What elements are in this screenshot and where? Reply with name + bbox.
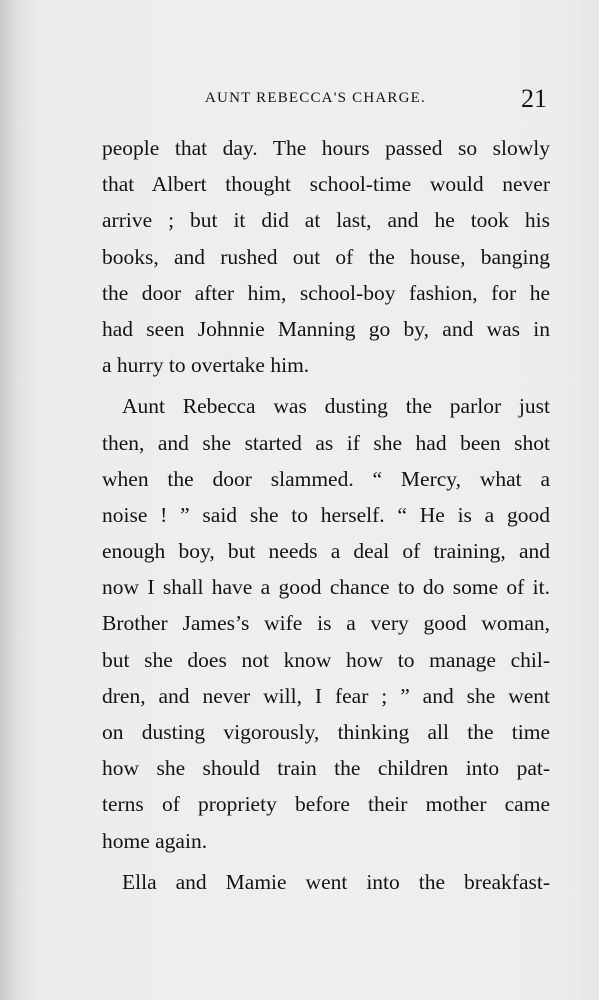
text-line: Brother James’s wife is a very good woman, bbox=[102, 611, 550, 636]
text-line: noise ! ” said she to herself. “ He is a good bbox=[102, 502, 550, 527]
text-line: home again. bbox=[102, 828, 208, 853]
text-line: people that day. The hours passed so slowly bbox=[102, 136, 550, 160]
text-line: terns of propriety before their mother came bbox=[102, 792, 550, 817]
text-line: enough boy, but needs a deal of training, and bbox=[102, 539, 550, 564]
text-line: a hurry to overtake him. bbox=[102, 353, 310, 378]
running-head-title: AUNT REBECCA'S CHARGE. bbox=[205, 90, 426, 106]
paragraph-1 bbox=[102, 130, 550, 383]
text-line: how she should train the children into pat- bbox=[102, 756, 550, 781]
text-line: that Albert thought school-time would never bbox=[102, 172, 550, 197]
text-line: now I shall have a good chance to do some of it. bbox=[102, 575, 550, 600]
page-number: 21 bbox=[521, 84, 547, 113]
text-line: dren, and never will, I fear ; ” and she went bbox=[102, 683, 550, 708]
text-line: Ella and Mamie went into the breakfast- bbox=[122, 869, 550, 894]
text-line: Aunt Rebecca was dusting the parlor just bbox=[122, 394, 550, 419]
paragraph-2 bbox=[102, 388, 550, 858]
text-line: when the door slammed. “ Mercy, what a bbox=[102, 466, 550, 491]
text-line: books, and rushed out of the house, banging bbox=[102, 244, 550, 269]
text-line: then, and she started as if she had been shot bbox=[102, 430, 550, 455]
text-line: arrive ; but it did at last, and he took his bbox=[102, 208, 550, 233]
body-text bbox=[102, 130, 550, 900]
text-line: had seen Johnnie Manning go by, and was in bbox=[102, 316, 550, 341]
paragraph-3 bbox=[102, 864, 550, 900]
text-line: the door after him, school-boy fashion, for he bbox=[102, 280, 550, 305]
text-line: but she does not know how to manage chil- bbox=[102, 647, 550, 672]
text-line: on dusting vigorously, thinking all the time bbox=[102, 720, 550, 744]
running-head bbox=[0, 84, 599, 114]
